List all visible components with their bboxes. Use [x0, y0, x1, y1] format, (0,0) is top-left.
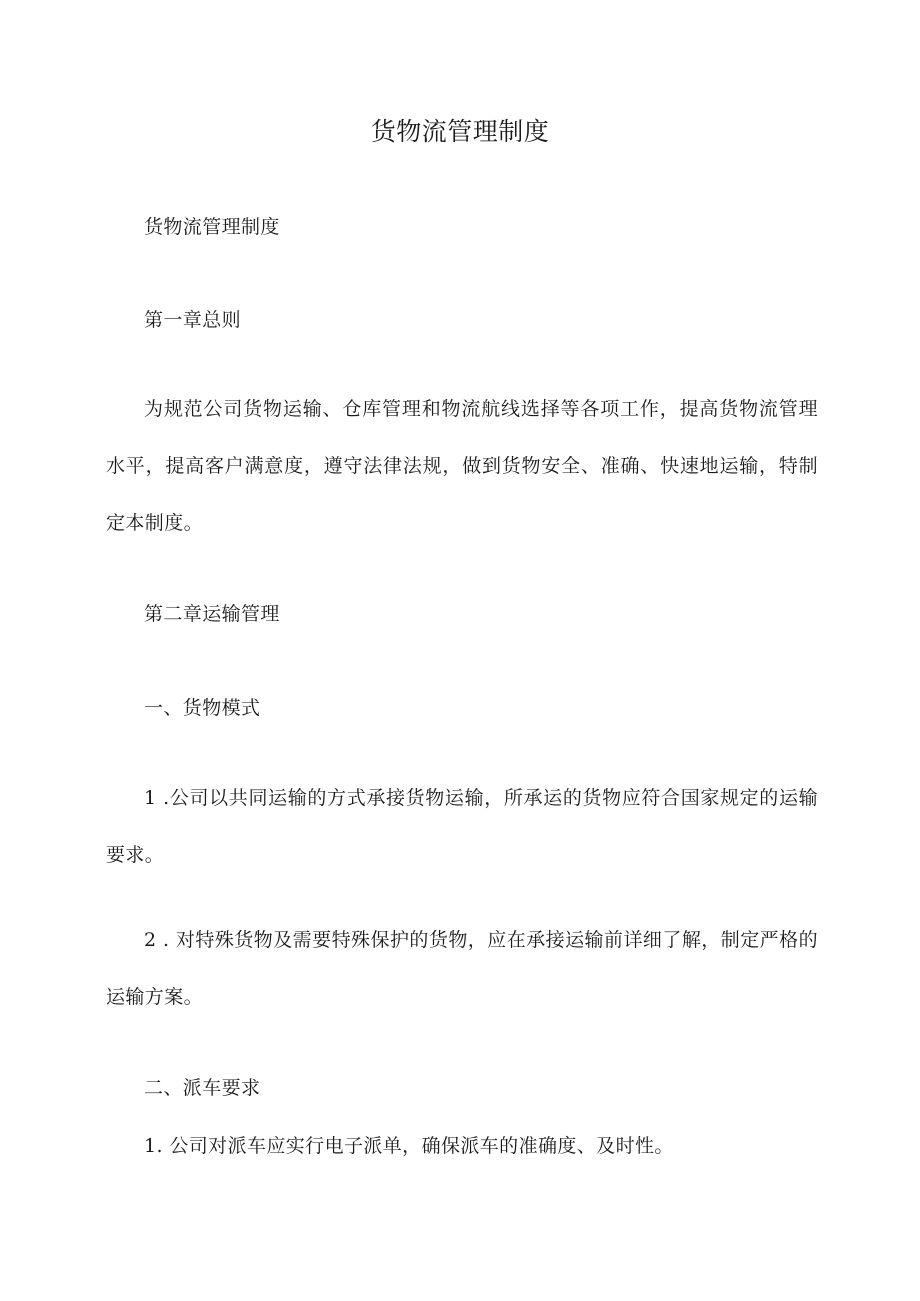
section-heading-cargo-mode: 一、货物模式 — [144, 697, 261, 719]
paragraph-general-principles: 为规范公司货物运输、仓库管理和物流航线选择等各项工作，提高货物流管理水平，提高客户满意度，遵守法律法规，做到货物安全、准确、快速地运输，特制定本制度。 — [106, 398, 818, 534]
section-heading-dispatch: 二、派车要求 — [144, 1077, 261, 1099]
chapter-heading-2: 第二章运输管理 — [144, 603, 280, 625]
document-body — [106, 211, 818, 1162]
list-item-1: 1 .公司以共同运输的方式承接货物运输，所承运的货物应符合国家规定的运输要求。 — [106, 787, 818, 866]
chapter-heading-1: 第一章总则 — [144, 309, 242, 331]
list-item-dispatch-1: 1. 公司对派车应实行电子派单，确保派车的准确度、及时性。 — [144, 1135, 674, 1157]
list-item-2: 2 . 对特殊货物及需要特殊保护的货物，应在承接运输前详细了解，制定严格的运输方案。 — [106, 929, 818, 1008]
paragraph-subtitle: 货物流管理制度 — [144, 216, 280, 238]
document-title: 货物流管理制度 — [370, 117, 550, 146]
